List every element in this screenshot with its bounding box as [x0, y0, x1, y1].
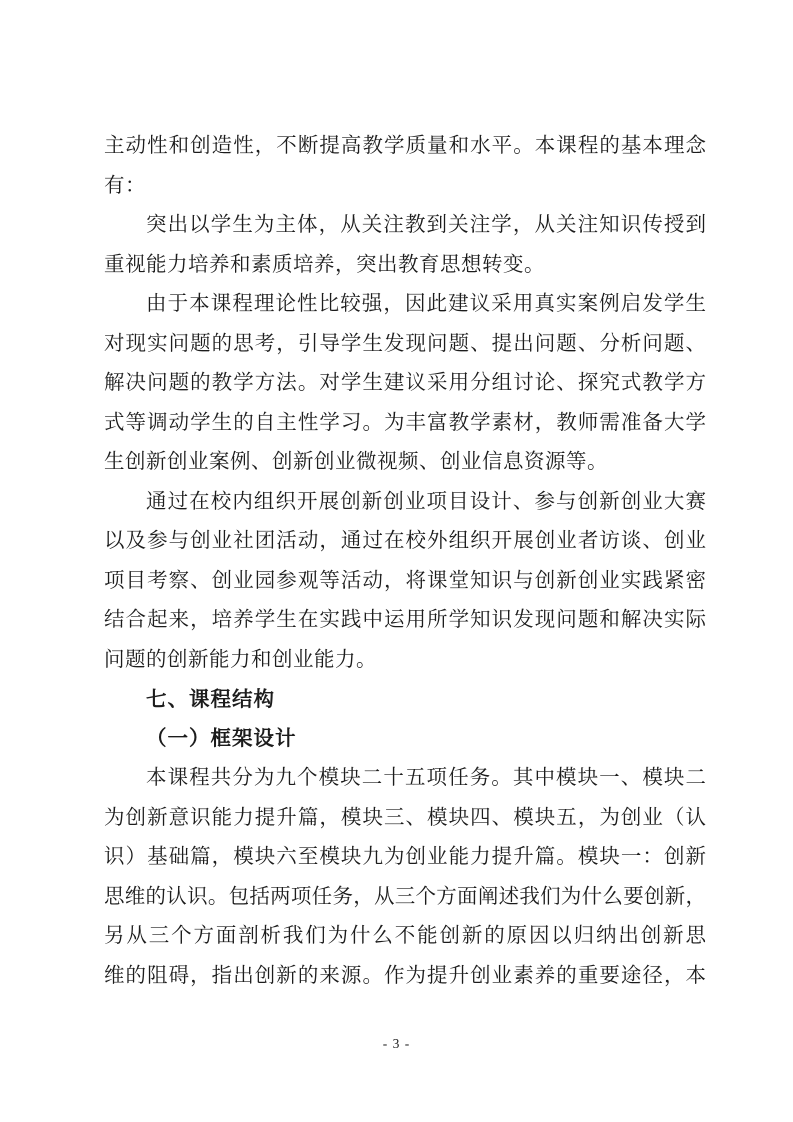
- page-number: - 3 -: [382, 1036, 411, 1051]
- text-column: [104, 127, 706, 996]
- text-line: 式等调动学生的自主性学习。为丰富教学素材，教师需准备大学: [104, 411, 706, 434]
- text-line: 以及参与创业社团活动，通过在校外组织开展创业者访谈、创业: [104, 530, 706, 552]
- text-line: 维的阻碍，指出创新的来源。作为提升创业素养的重要途径，本: [104, 964, 706, 987]
- text-line: 突出以学生为主体，从关注教到关注学，从关注知识传授到: [146, 214, 706, 236]
- text-line: 重视能力培养和素质培养，突出教育思想转变。: [104, 253, 545, 276]
- text-line: 对现实问题的思考，引导学生发现问题、提出问题、分析问题、: [104, 332, 706, 355]
- text-line: 另从三个方面剖析我们为什么不能创新的原因以归纳出创新思: [104, 925, 706, 947]
- text-line: 通过在校内组织开展创新创业项目设计、参与创新创业大赛: [146, 490, 706, 513]
- text-line: 本课程共分为九个模块二十五项任务。其中模块一、模块二: [146, 767, 706, 789]
- text-line: 有：: [104, 174, 146, 197]
- text-line: 结合起来，培养学生在实践中运用所学知识发现问题和解决实际: [104, 609, 706, 631]
- section-heading: 七、课程结构: [146, 688, 275, 711]
- text-line: 问题的创新能力和创业能力。: [104, 648, 377, 671]
- text-line: 解决问题的教学方法。对学生建议采用分组讨论、探究式教学方: [104, 372, 706, 394]
- text-line: 思维的认识。包括两项任务，从三个方面阐述我们为什么要创新，: [104, 885, 706, 908]
- text-line: 主动性和创造性，不断提高教学质量和水平。本课程的基本理念: [104, 135, 706, 157]
- text-line: 项目考察、创业园参观等活动，将课堂知识与创新创业实践紧密: [104, 569, 706, 592]
- text-line: 为创新意识能力提升篇，模块三、模块四、模块五，为创业（认: [104, 806, 706, 829]
- text-line: 由于本课程理论性比较强，因此建议采用真实案例启发学生: [146, 293, 706, 315]
- text-line: 识）基础篇，模块六至模块九为创业能力提升篇。模块一：创新: [104, 846, 706, 868]
- text-line: 生创新创业案例、创新创业微视频、创业信息资源等。: [104, 451, 608, 473]
- subsection-heading: （一）框架设计: [146, 727, 297, 750]
